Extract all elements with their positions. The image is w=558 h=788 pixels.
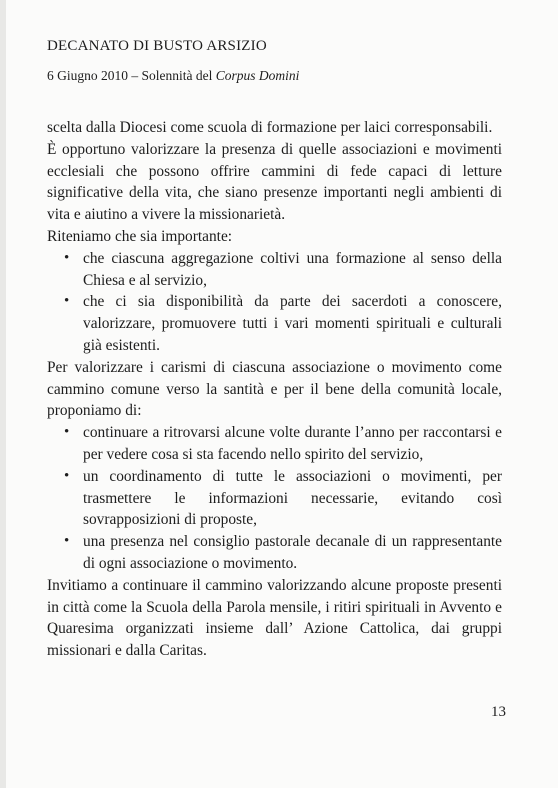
header-date: 6 Giugno 2010 – Solennità del	[47, 68, 216, 83]
page-edge-shadow	[0, 0, 6, 788]
body-text	[47, 117, 502, 662]
paragraph-3: Riteniamo che sia importante:	[47, 227, 233, 245]
page-number: 13	[491, 704, 506, 720]
bullet-list-2	[47, 422, 502, 575]
list-item: • continuare a ritrovarsi alcune volte durante l’anno per raccontarsi e per vedere cosa si sta facendo nello spirito del servizio,	[47, 422, 502, 466]
paragraph-2: È opportuno valorizzare la presenza di quelle associazioni e movimenti ecclesiali che possono offrire cammini di fede capaci di letture significative della vita, che siano presenze importanti negli ambienti di vita e aiutino a vivere la missionarietà.	[47, 140, 502, 224]
header-title: DECANATO DI BUSTO ARSIZIO	[47, 38, 267, 54]
list-item: • che ciascuna aggregazione coltivi una formazione al senso della Chiesa e al servizio,	[47, 248, 502, 292]
header-feast-name: Corpus Domini	[215, 68, 300, 83]
paragraph-5: Invitiamo a continuare il cammino valorizzando alcune proposte presenti in città come la Scuola della Parola mensile, i ritiri spirituali in Avvento e Quaresima organizzati insieme dall’ Azione Cattolica, dai gruppi missionari e dalla Caritas.	[47, 576, 502, 660]
list-item: • una presenza nel consiglio pastorale decanale di un rappresentante di ogni associazione o movimento.	[47, 531, 502, 575]
paragraph-1: scelta dalla Diocesi come scuola di formazione per laici corresponsabili.	[47, 119, 493, 136]
list-item: • un coordinamento di tutte le associazioni o movimenti, per trasmettere le informazioni necessarie, evitando così sovrapposizioni di proposte,	[47, 466, 502, 531]
paragraph-4: Per valorizzare i carismi di ciascuna associazione o movimento come cammino comune verso la santità e per il bene della comunità locale, proponiamo di:	[47, 358, 502, 420]
bullet-list-1	[47, 248, 502, 357]
header-subtitle	[47, 68, 299, 84]
list-item: • che ci sia disponibilità da parte dei sacerdoti a conoscere, valorizzare, promuovere tutti i vari momenti spirituali e culturali già esistenti.	[47, 291, 502, 356]
